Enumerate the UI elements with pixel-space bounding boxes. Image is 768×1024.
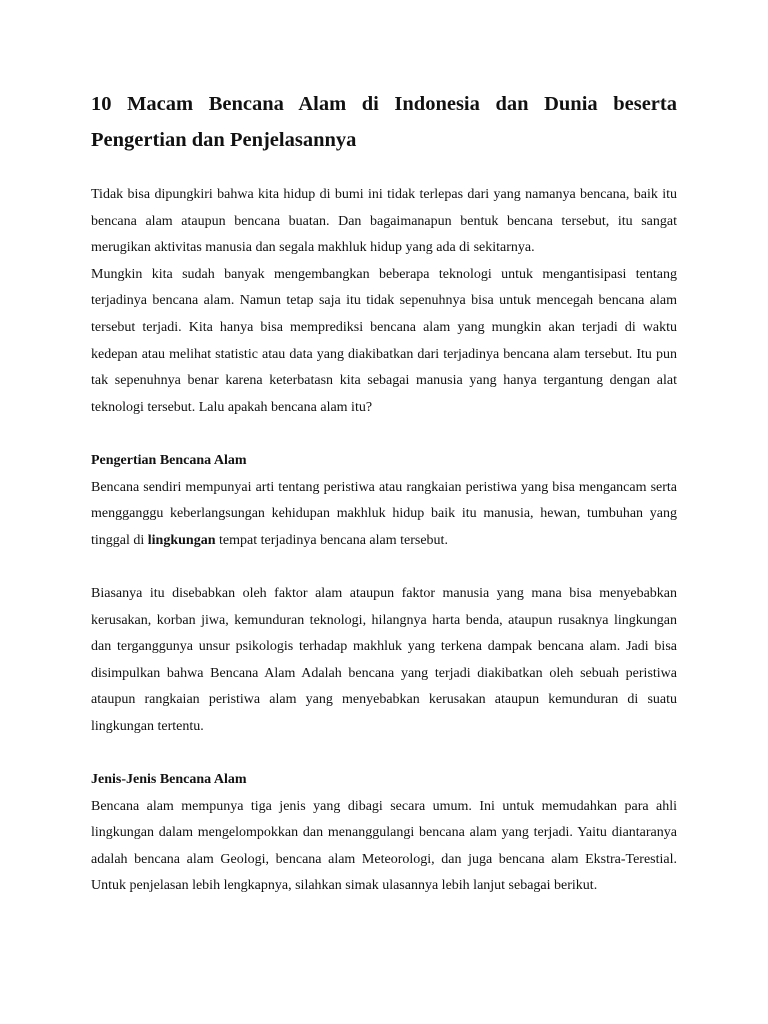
- spacer: [91, 554, 677, 581]
- pengertian-text-start: Bencana sendiri mempunyai arti tentang peristiwa atau rangkaian peristiwa yang bisa mengancam serta mengganggu keberlangsungan kehidupan makhluk hidup baik itu manusia, hewan, tumbuhan yang tinggal di: [91, 479, 677, 548]
- section-heading-jenis: Jenis-Jenis Bencana Alam: [91, 772, 247, 788]
- pengertian-paragraph-1: [91, 475, 677, 555]
- jenis-paragraph-1: Bencana alam mempunya tiga jenis yang dibagi secara umum. Ini untuk memudahkan para ahli lingkungan dalam mengelompokkan dan menanggulangi bencana alam yang terjadi. Yaitu diantaranya adalah bencana alam Geologi, bencana alam Meteorologi, dan juga bencana alam Ekstra-Terestial. Untuk penjelasan lebih lengkapnya, silahkan simak ulasannya lebih lanjut sebagai berikut.: [91, 798, 677, 894]
- intro-paragraph-1: Tidak bisa dipungkiri bahwa kita hidup di bumi ini tidak terlepas dari yang namanya bencana, baik itu bencana alam ataupun bencana buatan. Dan bagaimanapun bentuk bencana tersebut, itu sangat merugikan aktivitas manusia dan segala makhluk hidup yang ada di sekitarnya.: [91, 187, 677, 256]
- pengertian-paragraph-2: Biasanya itu disebabkan oleh faktor alam ataupun faktor manusia yang mana bisa menyebabkan kerusakan, korban jiwa, kemunduran teknologi, hilangnya harta benda, ataupun rusaknya lingkungan dan terganggunya unsur psikologis terhadap makhluk yang terkena dampak bencana alam. Jadi bisa disimpulkan bahwa Bencana Alam Adalah bencana yang terjadi diakibatkan oleh sebuah peristiwa ataupun rangkaian peristiwa alam yang menyebabkan kerusakan ataupun kemunduran di suatu lingkungan tertentu.: [91, 585, 677, 734]
- spacer: [91, 421, 677, 448]
- section-heading-pengertian: Pengertian Bencana Alam: [91, 452, 247, 468]
- document-page: [91, 86, 677, 900]
- intro-paragraph-2: Mungkin kita sudah banyak mengembangkan beberapa teknologi untuk mengantisipasi tentang terjadinya bencana alam. Namun tetap saja itu tidak sepenuhnya bisa untuk mencegah bencana alam tersebut terjadi. Kita hanya bisa memprediksi bencana alam yang mungkin akan terjadi di waktu kedepan atau melihat statistic atau data yang diakibatkan dari terjadinya bencana alam tersebut. Itu pun tak sepenuhnya benar karena keterbatasn kita sebagai manusia yang hanya tergantung dengan alat teknologi tersebut. Lalu apakah bencana alam itu?: [91, 266, 677, 415]
- spacer: [91, 740, 677, 767]
- bold-term-lingkungan: lingkungan: [147, 532, 216, 548]
- document-title: 10 Macam Bencana Alam di Indonesia dan Dunia beserta Pengertian dan Penjelasannya: [91, 93, 677, 151]
- pengertian-text-end: tempat terjadinya bencana alam tersebut.: [215, 532, 448, 548]
